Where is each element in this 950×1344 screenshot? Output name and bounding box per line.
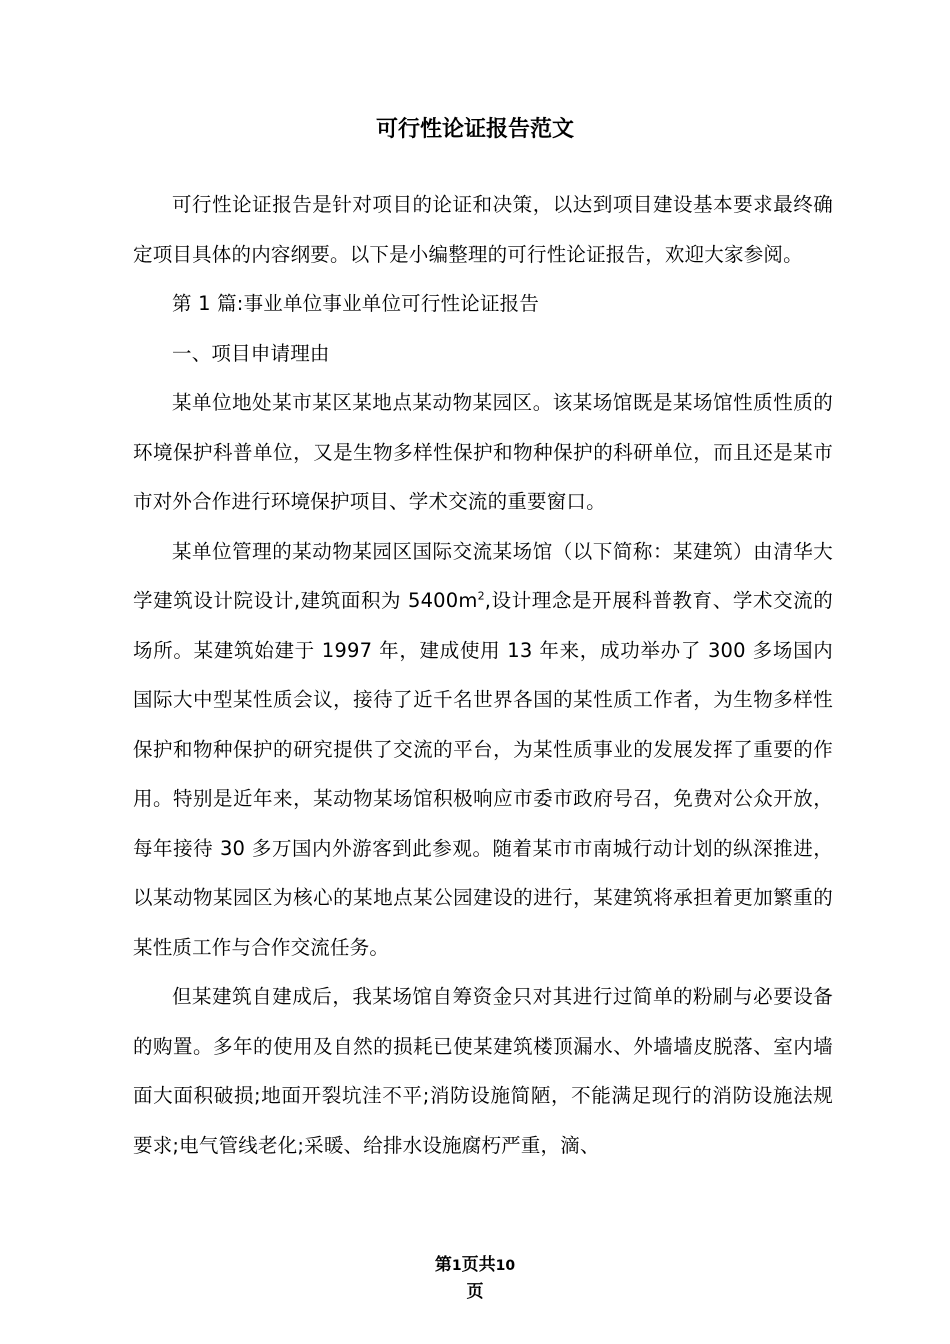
paragraph-location: 某单位地处某市某区某地点某动物某园区。该某场馆既是某场馆性质性质的环境保护科普单位，又是生物多样性保护和物种保护的科研单位，而且还是某市市对外合作进行环境保护项目、学术交流的重要窗口。 bbox=[133, 391, 833, 513]
paragraph-building bbox=[133, 527, 833, 973]
page-footer bbox=[400, 1252, 550, 1305]
chapter-heading: 第 1 篇:事业单位事业单位可行性论证报告 bbox=[172, 292, 540, 315]
footer-current-page: 1 bbox=[451, 1258, 462, 1274]
paragraph-building-text-start: 某单位管理的某动物某园区国际交流某场馆（以下简称：某建筑）由清华大学建筑设计院设计,建筑面积为 5400m bbox=[133, 539, 833, 612]
paragraph-condition: 但某建筑自建成后，我某场馆自筹资金只对其进行过简单的粉刷与必要设备的购置。多年的使用及自然的损耗已使某建筑楼顶漏水、外墙墙皮脱落、室内墙面大面积破损;地面开裂坑洼不平;消防设施简陋，不能满足现行的消防设施法规要求;电气管线老化;采暖、给排水设施腐朽严重，滴、 bbox=[133, 985, 833, 1157]
document-title: 可行性论证报告范文 bbox=[375, 117, 574, 142]
section-heading: 一、项目申请理由 bbox=[172, 341, 330, 365]
document-body bbox=[133, 180, 833, 1170]
area-unit-superscript: 2 bbox=[477, 589, 485, 603]
intro-paragraph: 可行性论证报告是针对项目的论证和决策，以达到项目建设基本要求最终确定项目具体的内容纲要。以下是小编整理的可行性论证报告，欢迎大家参阅。 bbox=[133, 193, 833, 266]
paragraph-building-text-end: ,设计理念是开展科普教育、学术交流的场所。某建筑始建于 1997 年，建成使用 13 年来，成功举办了 300 多场国内国际大中型某性质会议，接待了近千名世界各国的某性质工作者，为生物多样性保护和物种保护的研究提供了交流的平台，为某性质事业的发展发挥了重要的作用。特别是近年来，某动物某场馆积极响应市委市政府号召，免费对公众开放，每年接待 30 多万国内外游客到此参观。随着某市市南城行动计划的纵深推进，以某动物某园区为核心的某地点某公园建设的进行，某建筑将承担着更加繁重的某性质工作与合作交流任务。 bbox=[133, 589, 833, 959]
footer-middle: 页共 bbox=[461, 1255, 496, 1275]
footer-suffix: 页 bbox=[466, 1282, 484, 1302]
footer-total-pages: 10 bbox=[495, 1258, 516, 1274]
footer-prefix: 第 bbox=[434, 1255, 452, 1275]
